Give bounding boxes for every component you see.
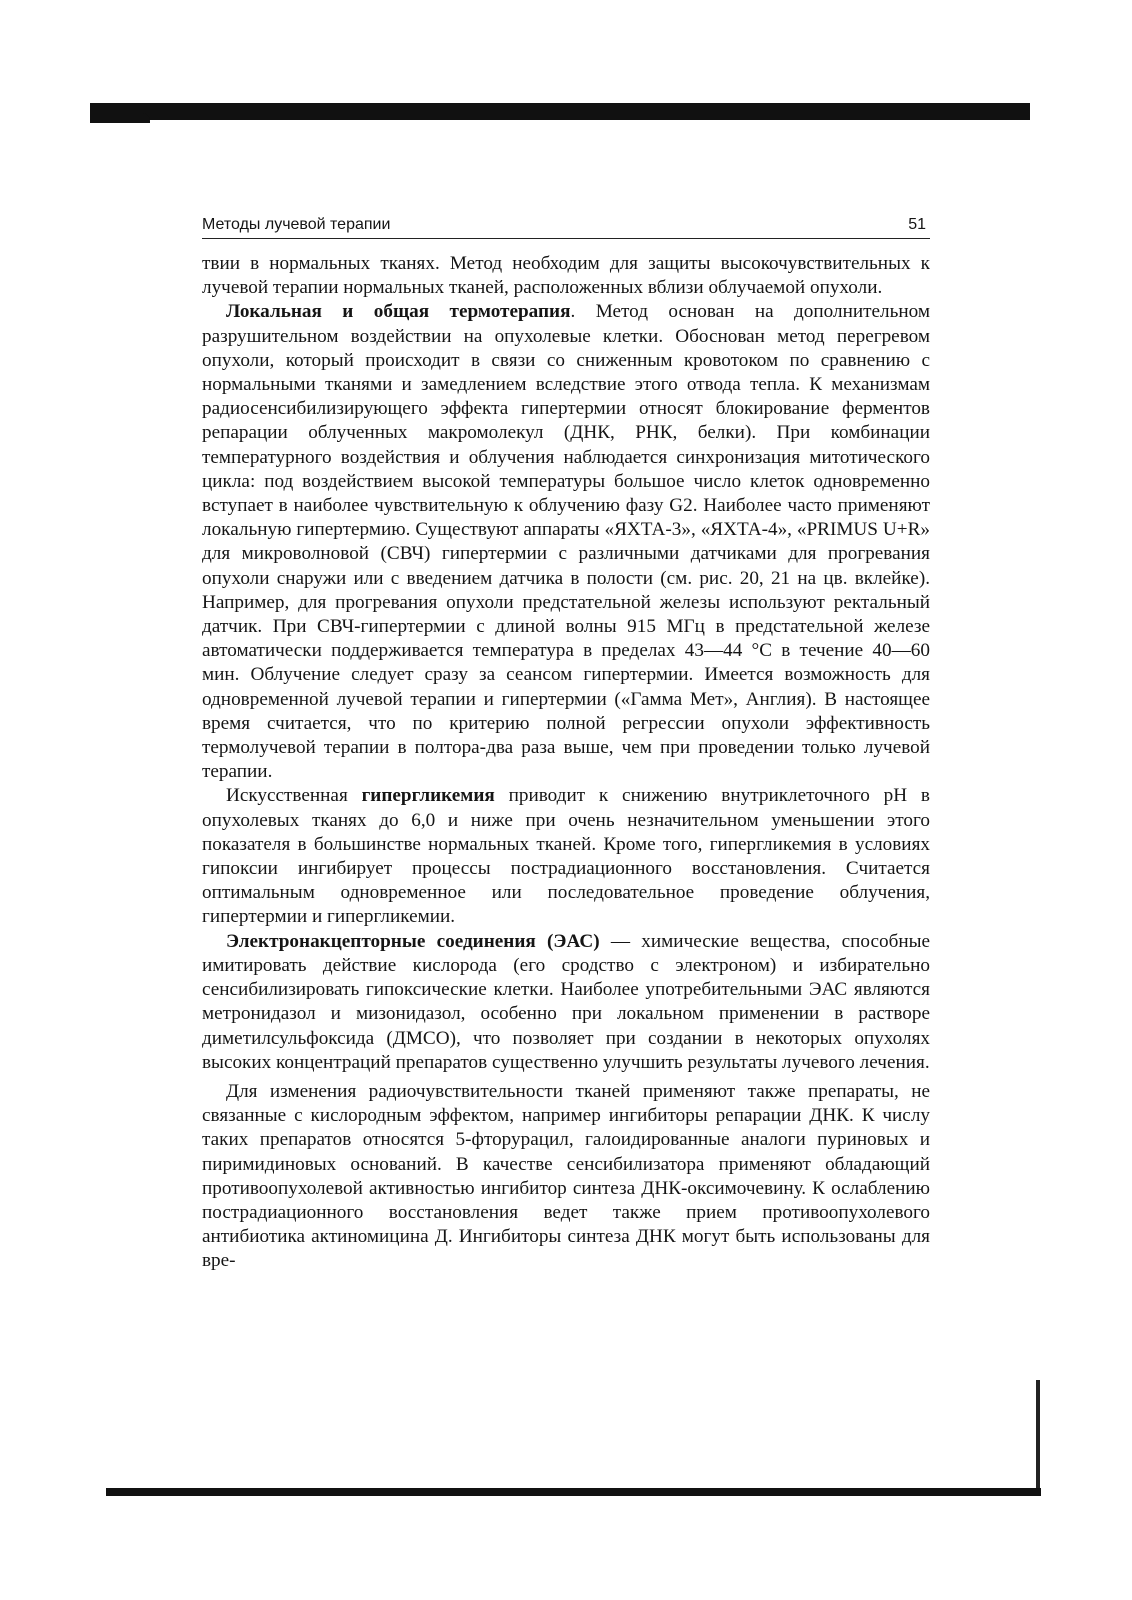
paragraph-text: Для изменения радиочувствительности тканей применяют также препараты, не связанные с кислородным эффектом, например ингибиторы репарации ДНК. К числу таких препаратов относятся 5-фторурацил, галоидированные аналоги пуриновых и пиримидиновых оснований. В качестве сенсибилизатора применяют обладающий противоопухолевой активностью ингибитор синтеза ДНК-оксимочевину. К ослаблению пострадиационного восстановления ведет также прием противоопухолевого антибиотика актиномицина Д. Ингибиторы синтеза ДНК могут быть использованы для вре-: [202, 1080, 930, 1272]
paragraph-text: . Метод основан на дополнительном разрушительном воздействии на опухолевые клетки. Обоснован метод перегревом опухоли, который происходит в связи со сниженным кровотоком по сравнению с нормальными тканями и замедлением вследствие этого отвода тепла. К механизмам радиосенсибилизирующего эффекта гипертермии относят блокирование ферментов репарации облученных макромолекул (ДНК, РНК, белки). При комбинации температурного воздействия и облучения наблюдается синхронизация митотического цикла: под воздействием высокой температуры большое число клеток одновременно вступает в наиболее чувствительную к облучению фазу G2. Наиболее часто применяют локальную гипертермию. Существуют аппараты «ЯХТА-3», «ЯХТА-4», «PRIMUS U+R» для микроволновой (СВЧ) гипертермии с различными датчиками для прогревания опухоли снаружи или с введением датчика в полости (см. рис. 20, 21 на цв. вклейке). Например, для прогревания опухоли предстательной железы используют ректальный датчик. При СВЧ-гипертермии с длиной волны 915 МГц в предстательной железе автоматически поддерживается температура в пределах 43—44 °С в течение 40—60 мин. Облучение следует сразу за сеансом гипертермии. Имеется возможность для одновременной лучевой терапии и гипертермии («Гамма Мет», Англия). В настоящее время считается, что по критерию полной регрессии опухоли эффективность термолучевой терапии в полтора-два раза выше, чем при проведении только лучевой терапии.: [202, 301, 930, 783]
body-text: [202, 252, 930, 1274]
running-header: [202, 214, 930, 239]
scan-border-top: [90, 103, 1030, 120]
scan-border-right: [1036, 1380, 1040, 1492]
paragraph-continuation: [202, 252, 930, 300]
paragraph-prefix: Искусственная: [226, 785, 362, 807]
page-number: 51: [908, 216, 926, 233]
paragraph-text: твии в нормальных тканях. Метод необходим для защиты высокочувствительных к лучевой терапии нормальных тканей, расположенных вблизи облучаемой опухоли.: [202, 253, 930, 299]
paragraph-text: приводит к снижению внутриклеточного рН в опухолевых тканях до 6,0 и ниже при очень незначительном уменьшении этого показателя в большинстве нормальных тканей. Кроме того, гипергликемия в условиях гипоксии ингибирует процессы пострадиационного восстановления. Считается оптимальным одновременное или последовательное проведение облучения, гипертермии и гипергликемии.: [202, 785, 930, 928]
term-thermotherapy: Локальная и общая термотерапия: [226, 301, 571, 323]
paragraph-thermotherapy: [202, 300, 930, 784]
paragraph-electron-acceptors: [202, 930, 930, 1075]
term-electron-acceptors: Электронакцепторные соединения (ЭАС): [226, 930, 600, 952]
paragraph-text: — химические вещества, способные имитировать действие кислорода (его сродство с электроном) и избирательно сенсибилизировать гипоксические клетки. Наиболее употребительными ЭАС являются метронидазол и мизонидазол, особенно при локальном применении в растворе диметилсульфоксида (ДМСО), что позволяет при создании в некоторых опухолях высоких концентраций препаратов существенно улучшить результаты лучевого лечения.: [202, 930, 931, 1073]
term-hyperglycemia: гипергликемия: [361, 785, 495, 807]
paragraph-hyperglycemia: [202, 784, 930, 929]
paragraph-dna-inhibitors: [202, 1080, 930, 1274]
section-title: Методы лучевой терапии: [202, 216, 391, 233]
scan-border-bottom: [106, 1488, 1041, 1496]
scan-border-notch: [90, 113, 150, 123]
